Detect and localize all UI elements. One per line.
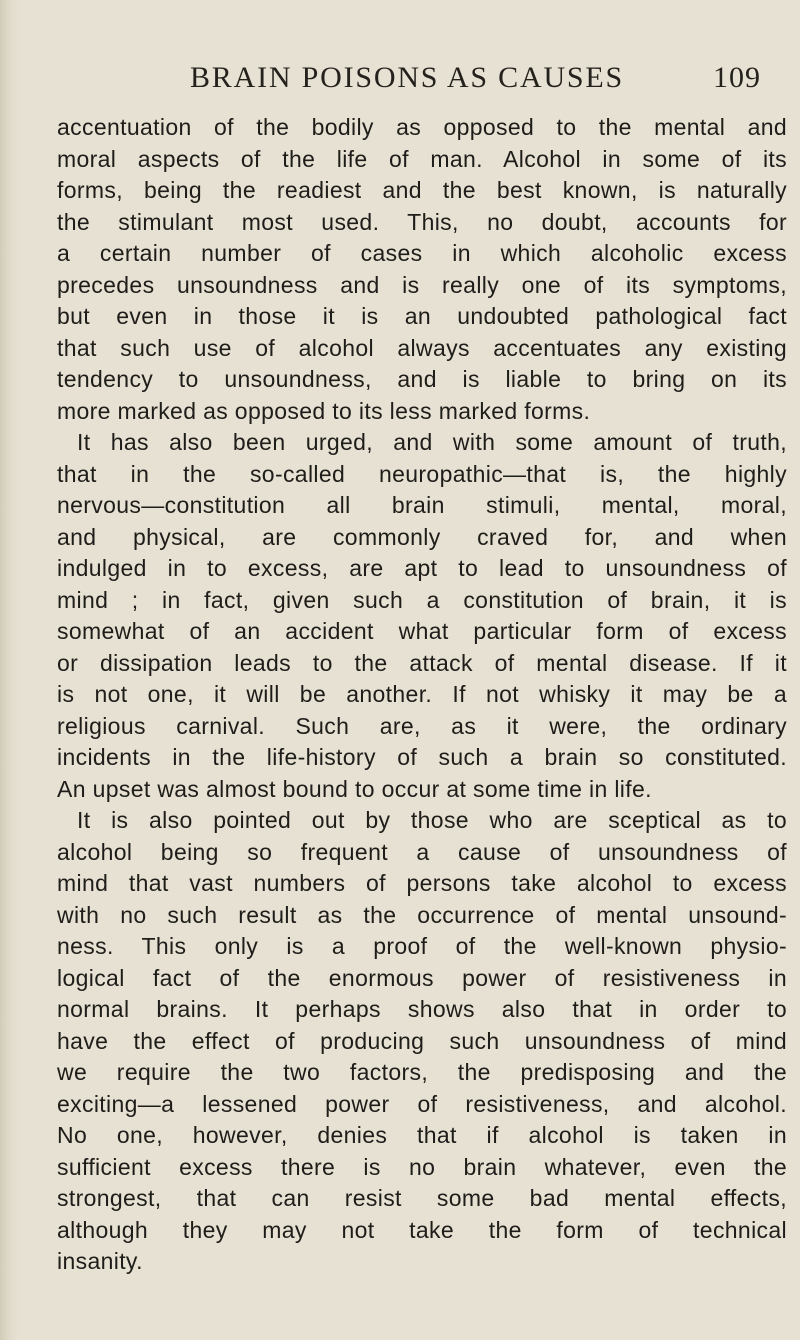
paragraph-start-line: It has also been urged, and with some amount of truth,: [77, 429, 787, 455]
text-line: the stimulant most used. This, no doubt, accounts for: [57, 208, 787, 235]
text-line: although they may not take the form of technical: [57, 1216, 787, 1243]
text-line: alcohol being so frequent a cause of unsoundness of: [57, 838, 787, 865]
text-line: religious carnival. Such are, as it were, the ordinary: [57, 712, 787, 739]
text-line: sufficient excess there is no brain whatever, even the: [57, 1153, 787, 1180]
text-line: indulged in to excess, are apt to lead to unsoundness of: [57, 555, 787, 581]
text-line: that in the so-called neuropathic—that is, the highly: [57, 460, 787, 487]
text-line: strongest, that can resist some bad mental effects,: [57, 1185, 787, 1211]
text-line: with no such result as the occurrence of mental unsound-: [57, 901, 787, 928]
text-line: more marked as opposed to its less marked forms.: [57, 397, 591, 424]
text-line: have the effect of producing such unsoundness of mind: [57, 1027, 787, 1054]
text-line: No one, however, denies that if alcohol is taken in: [57, 1122, 787, 1148]
text-line: accentuation of the bodily as opposed to the mental and: [57, 114, 787, 140]
text-line: An upset was almost bound to occur at some time in life.: [57, 775, 652, 802]
text-line: exciting—a lessened power of resistiveness, and alcohol.: [57, 1090, 787, 1117]
text-line: mind that vast numbers of persons take alcohol to excess: [57, 870, 787, 896]
text-line: nervous—constitution all brain stimuli, mental, moral,: [57, 492, 787, 518]
text-line: forms, being the readiest and the best known, is naturally: [57, 177, 787, 203]
text-line: and physical, are commonly craved for, and when: [57, 523, 787, 550]
text-line: incidents in the life-history of such a brain so constituted.: [57, 744, 787, 770]
text-line: is not one, it will be another. If not whisky it may be a: [57, 681, 787, 707]
text-line: somewhat of an accident what particular form of excess: [57, 618, 787, 644]
text-line: a certain number of cases in which alcoholic excess: [57, 240, 787, 266]
text-line: tendency to unsoundness, and is liable to bring on its: [57, 366, 787, 392]
text-line: logical fact of the enormous power of resistiveness in: [57, 964, 787, 991]
body-text: [57, 112, 787, 1278]
running-head-title: BRAIN POISONS AS CAUSES: [190, 61, 625, 94]
text-line: but even in those it is an undoubted pathological fact: [57, 303, 787, 329]
text-line: precedes unsoundness and is really one of its symptoms,: [57, 271, 787, 298]
page-number: 109: [713, 61, 761, 94]
text-line: or dissipation leads to the attack of mental disease. If it: [57, 649, 787, 676]
text-line: moral aspects of the life of man. Alcohol in some of its: [57, 145, 787, 172]
text-line: we require the two factors, the predisposing and the: [57, 1059, 787, 1085]
text-line: normal brains. It perhaps shows also that in order to: [57, 996, 787, 1022]
paragraph-start-line: It is also pointed out by those who are sceptical as to: [77, 807, 787, 833]
text-line: insanity.: [57, 1248, 143, 1274]
text-line: ness. This only is a proof of the well-known physio-: [57, 933, 787, 959]
text-line: that such use of alcohol always accentuates any existing: [57, 334, 787, 361]
text-line: mind ; in fact, given such a constitution of brain, it is: [57, 586, 787, 613]
